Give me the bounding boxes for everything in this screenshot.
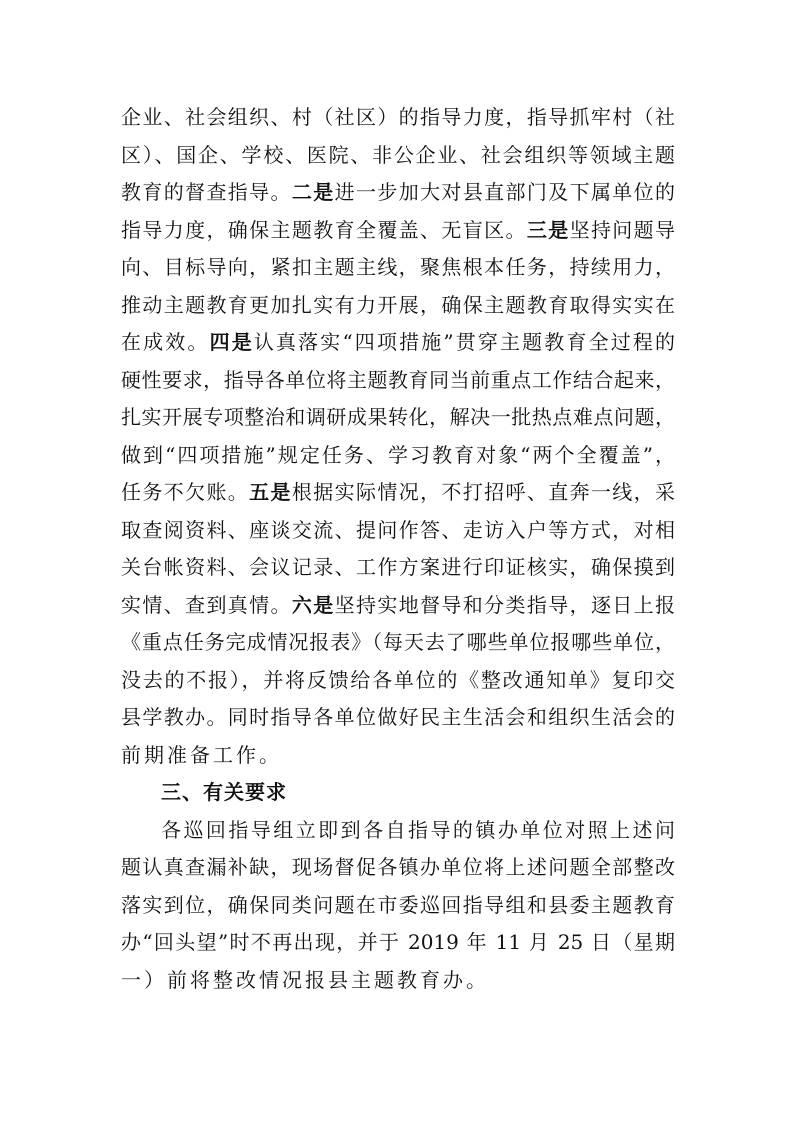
bold-marker: 四是 <box>209 330 254 354</box>
text-segment: 没去的不报），并将反馈给各单位的《整改通知单》复印交 <box>121 667 675 692</box>
text-segment: 指导力度，确保主题教育全覆盖、无盲区。 <box>121 217 527 242</box>
text-line <box>121 849 675 887</box>
text-segment: 在成效。 <box>121 330 210 354</box>
text-line <box>121 887 675 925</box>
text-line <box>121 924 675 962</box>
text-line <box>121 174 675 212</box>
text-line <box>121 812 675 850</box>
text-segment: 三、有关要求 <box>161 780 287 804</box>
document-body <box>121 99 675 999</box>
text-segment: 《重点任务完成情况报表》（每天去了哪些单位报哪些单位， <box>121 630 675 654</box>
text-line <box>121 99 675 137</box>
text-segment: 向、目标导向，紧扣主题主线，聚焦根本任务，持续用力， <box>121 255 675 279</box>
text-line <box>121 287 675 325</box>
text-segment: 各巡回指导组立即到各自指导的镇办单位对照上述问 <box>161 817 675 842</box>
text-segment: 做到“四项措施”规定任务、学习教育对象“两个全覆盖”， <box>121 442 675 467</box>
text-line <box>121 324 675 362</box>
text-segment: 前期准备工作。 <box>121 742 282 767</box>
text-segment: 坚持实地督导和分类指导，逐日上报 <box>334 592 676 617</box>
text-line <box>121 962 675 1000</box>
text-line <box>121 399 675 437</box>
text-line <box>121 474 675 512</box>
text-segment: 推动主题教育更加扎实有力开展，确保主题教育取得实实在 <box>121 292 675 317</box>
text-segment: 认真落实“四项措施”贯穿主题教育全过程的 <box>253 330 676 354</box>
text-segment: 坚持问题导 <box>569 217 676 242</box>
text-segment: 任务不欠账。 <box>121 480 250 504</box>
text-segment: 教育的督查指导。 <box>121 180 292 204</box>
text-line <box>121 137 675 175</box>
bold-marker: 六是 <box>291 592 335 617</box>
text-segment: 企业、社会组织、村（社区）的指导力度，指导抓牢村（社 <box>121 105 675 129</box>
bold-marker: 三是 <box>526 217 570 242</box>
text-segment: 扎实开展专项整治和调研成果转化，解决一批热点难点问题， <box>121 405 675 429</box>
text-line <box>121 699 675 737</box>
text-segment: 进一步加大对县直部门及下属单位的 <box>334 180 676 204</box>
text-segment: 关台帐资料、会议记录、工作方案进行印证核实，确保摸到 <box>121 555 675 579</box>
text-segment: 取查阅资料、座谈交流、提问作答、走访入户等方式，对相 <box>121 517 675 542</box>
text-line <box>121 512 675 550</box>
text-segment: 落实到位，确保同类问题在市委巡回指导组和县委主题教育 <box>121 892 675 917</box>
section-heading <box>121 774 675 812</box>
text-line <box>121 249 675 287</box>
text-segment: 实情、查到真情。 <box>121 592 292 617</box>
text-line <box>121 212 675 250</box>
bold-marker: 五是 <box>249 480 292 504</box>
text-segment: 区）、国企、学校、医院、非公企业、社会组织等领域主题 <box>121 142 675 167</box>
text-line <box>121 662 675 700</box>
text-line <box>121 737 675 775</box>
text-line <box>121 549 675 587</box>
text-segment: 一）前将整改情况报县主题教育办。 <box>121 967 489 992</box>
text-segment: 根据实际情况，不打招呼、直奔一线，采 <box>291 480 676 504</box>
text-segment: 硬性要求，指导各单位将主题教育同当前重点工作结合起来， <box>121 367 675 392</box>
bold-marker: 二是 <box>291 180 335 204</box>
text-line <box>121 624 675 662</box>
text-line <box>121 587 675 625</box>
text-segment: 办“回头望”时不再出现，并于 2019 年 11 月 25 日（星期 <box>121 930 675 954</box>
text-line <box>121 362 675 400</box>
text-segment: 县学教办。同时指导各单位做好民主生活会和组织生活会的 <box>121 705 675 729</box>
text-line <box>121 437 675 475</box>
text-segment: 题认真查漏补缺，现场督促各镇办单位将上述问题全部整改 <box>121 855 675 879</box>
